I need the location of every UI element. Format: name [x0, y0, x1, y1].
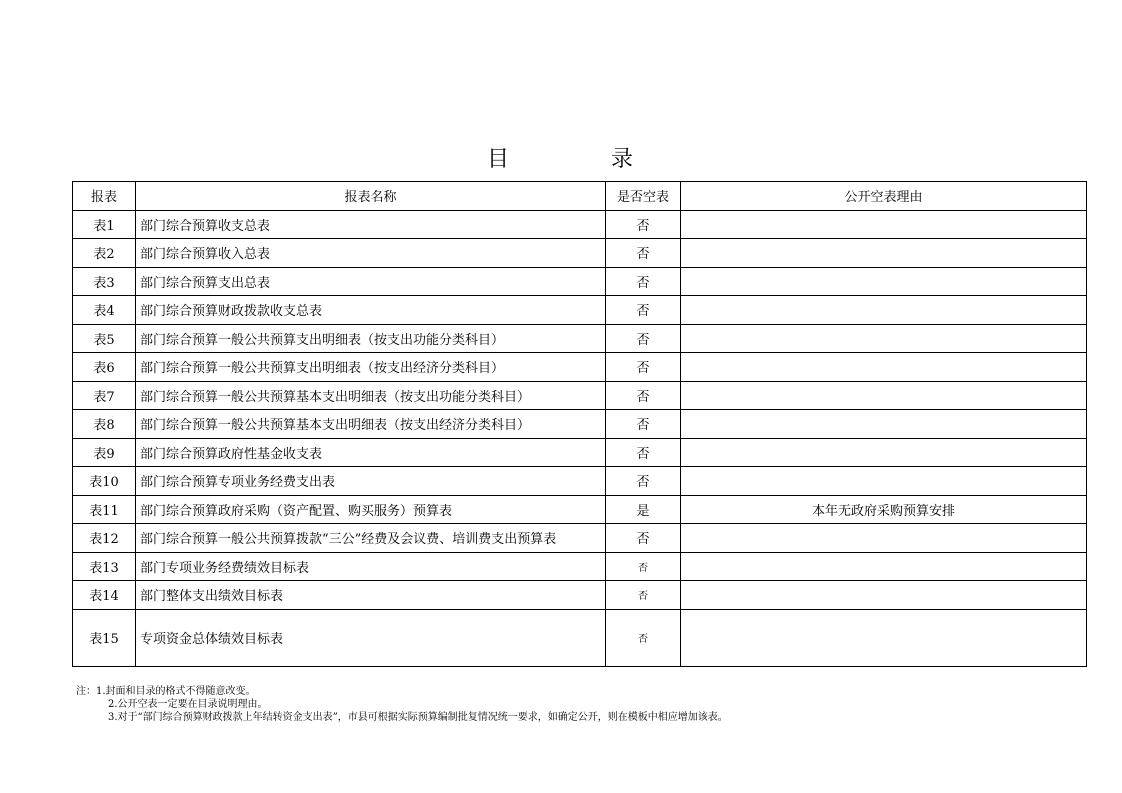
table-row	[73, 410, 1087, 439]
table-row	[73, 296, 1087, 325]
row-no: 表7	[73, 381, 136, 410]
row-name: 部门综合预算一般公共预算基本支出明细表（按支出经济分类科目）	[136, 410, 606, 439]
row-no: 表13	[73, 552, 136, 581]
row-name: 部门综合预算支出总表	[136, 267, 606, 296]
header-empty: 是否空表	[606, 182, 681, 211]
row-empty: 否	[606, 381, 681, 410]
row-empty: 否	[606, 296, 681, 325]
row-empty: 否	[606, 524, 681, 553]
table-row	[73, 381, 1087, 410]
row-empty: 否	[606, 552, 681, 581]
row-empty: 否	[606, 267, 681, 296]
row-empty: 否	[606, 239, 681, 268]
row-no: 表10	[73, 467, 136, 496]
row-name: 部门综合预算一般公共预算支出明细表（按支出经济分类科目）	[136, 353, 606, 382]
row-reason	[681, 267, 1087, 296]
row-reason	[681, 210, 1087, 239]
row-reason	[681, 239, 1087, 268]
footnotes	[76, 685, 728, 724]
table-row	[73, 210, 1087, 239]
header-no: 报表	[73, 182, 136, 211]
row-empty: 否	[606, 324, 681, 353]
row-no: 表12	[73, 524, 136, 553]
row-no: 表9	[73, 438, 136, 467]
table-row	[73, 324, 1087, 353]
row-no: 表11	[73, 495, 136, 524]
row-empty: 是	[606, 495, 681, 524]
row-name: 部门综合预算收入总表	[136, 239, 606, 268]
table-row	[73, 609, 1087, 666]
row-name: 部门综合预算政府性基金收支表	[136, 438, 606, 467]
row-reason	[681, 467, 1087, 496]
header-name: 报表名称	[136, 182, 606, 211]
row-name: 部门整体支出绩效目标表	[136, 581, 606, 610]
row-reason: 本年无政府采购预算安排	[681, 495, 1087, 524]
row-reason	[681, 410, 1087, 439]
row-name: 部门综合预算财政拨款收支总表	[136, 296, 606, 325]
table-row	[73, 495, 1087, 524]
row-name: 部门专项业务经费绩效目标表	[136, 552, 606, 581]
table-row	[73, 239, 1087, 268]
table-row	[73, 438, 1087, 467]
header-reason: 公开空表理由	[681, 182, 1087, 211]
row-reason	[681, 438, 1087, 467]
row-name: 部门综合预算收支总表	[136, 210, 606, 239]
table-header-row	[73, 182, 1087, 211]
row-no: 表5	[73, 324, 136, 353]
row-reason	[681, 324, 1087, 353]
row-no: 表2	[73, 239, 136, 268]
row-name: 部门综合预算专项业务经费支出表	[136, 467, 606, 496]
row-name: 专项资金总体绩效目标表	[136, 609, 606, 666]
page-title: 目 录	[486, 147, 673, 172]
row-reason	[681, 609, 1087, 666]
row-empty: 否	[606, 210, 681, 239]
row-no: 表15	[73, 609, 136, 666]
row-name: 部门综合预算一般公共预算支出明细表（按支出功能分类科目）	[136, 324, 606, 353]
row-no: 表3	[73, 267, 136, 296]
row-reason	[681, 381, 1087, 410]
row-no: 表4	[73, 296, 136, 325]
row-name: 部门综合预算一般公共预算拨款“三公”经费及会议费、培训费支出预算表	[136, 524, 606, 553]
footnote-2: 2.公开空表一定要在目录说明理由。	[108, 699, 268, 710]
table-row	[73, 467, 1087, 496]
toc-table	[72, 181, 1087, 667]
table-row	[73, 524, 1087, 553]
footnote-3: 3.对于“部门综合预算财政拨款上年结转资金支出表”，市县可根据实际预算编制批复情况统一要求，如确定公开，则在模板中相应增加该表。	[108, 712, 728, 723]
row-reason	[681, 524, 1087, 553]
row-empty: 否	[606, 467, 681, 496]
row-empty: 否	[606, 438, 681, 467]
row-no: 表8	[73, 410, 136, 439]
row-reason	[681, 353, 1087, 382]
footnote-1: 注：1.封面和目录的格式不得随意改变。	[76, 686, 256, 697]
row-empty: 否	[606, 353, 681, 382]
table-row	[73, 353, 1087, 382]
table-row	[73, 581, 1087, 610]
row-empty: 否	[606, 609, 681, 666]
row-empty: 否	[606, 581, 681, 610]
row-name: 部门综合预算一般公共预算基本支出明细表（按支出功能分类科目）	[136, 381, 606, 410]
row-reason	[681, 552, 1087, 581]
row-name: 部门综合预算政府采购（资产配置、购买服务）预算表	[136, 495, 606, 524]
table-row	[73, 552, 1087, 581]
row-no: 表1	[73, 210, 136, 239]
row-reason	[681, 296, 1087, 325]
row-empty: 否	[606, 410, 681, 439]
table-row	[73, 267, 1087, 296]
row-reason	[681, 581, 1087, 610]
row-no: 表14	[73, 581, 136, 610]
row-no: 表6	[73, 353, 136, 382]
